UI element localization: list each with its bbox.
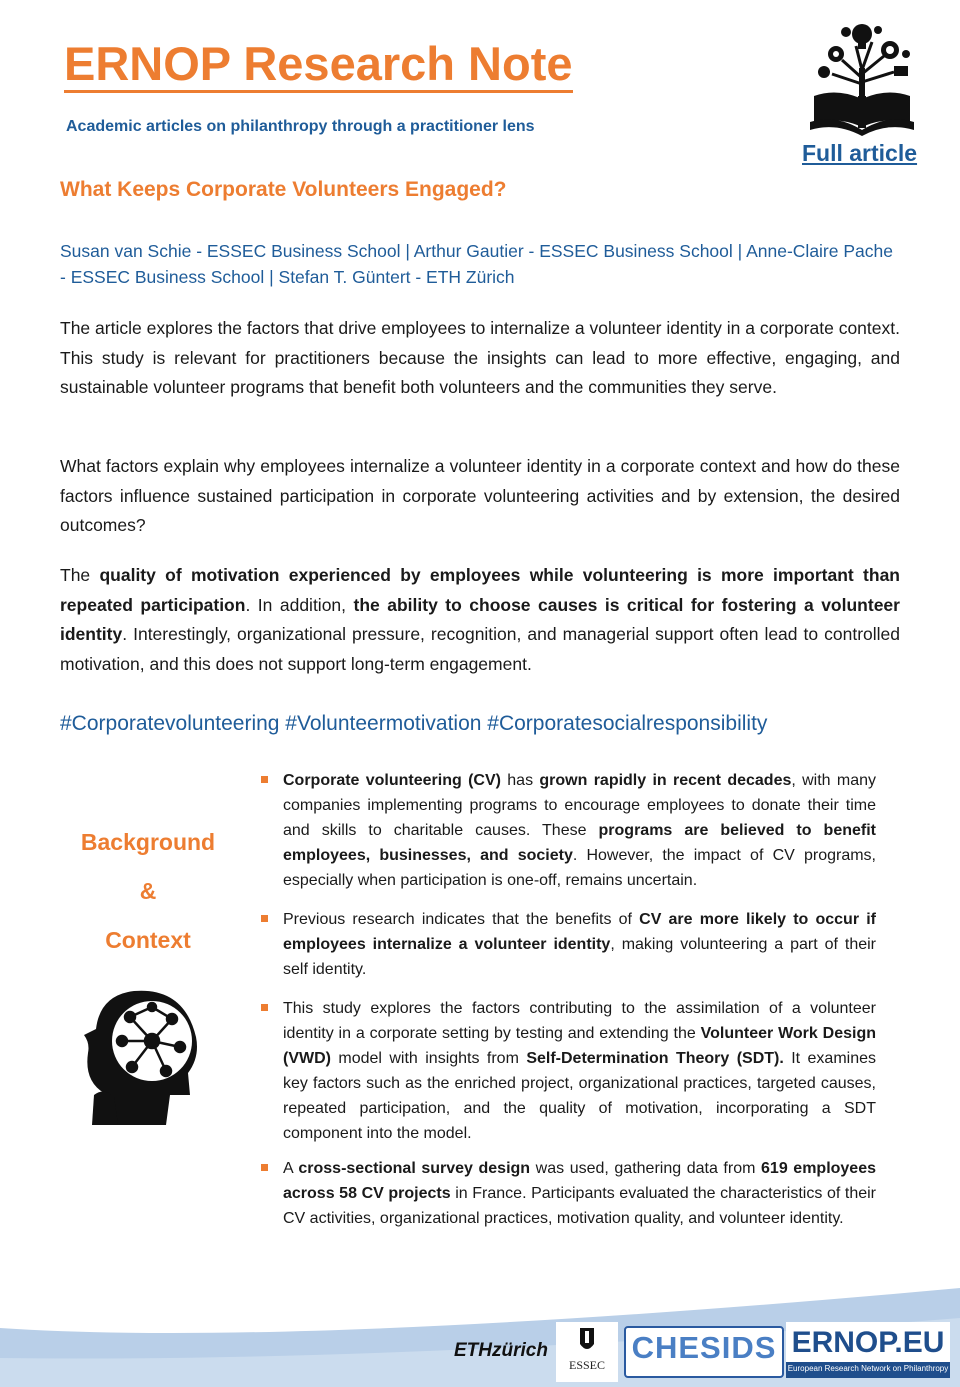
research-question-paragraph: What factors explain why employees internalize a volunteer identity in a corporate context and how do these factors influence sustained participation in corporate volunteering activities and by extension, the desired outcomes? [60,456,900,535]
article-title: What Keeps Corporate Volunteers Engaged? [60,178,507,201]
page-title: ERNOP Research Note [64,38,573,93]
head-network-icon [74,983,220,1131]
ernop-eu-logo: ERNOP.EU European Research Network on Philanthropy [786,1322,950,1378]
chesids-logo: CHESIDS [624,1326,784,1378]
essec-crest-icon [556,1322,618,1358]
list-item: Previous research indicates that the benefits of CV are more likely to occur if employees internalize a volunteer identity, making volunteering a part of their self identity. [258,907,876,982]
intro-paragraph: The article explores the factors that drive employees to internalize a volunteer identity in a corporate context. This study is relevant for practitioners because the insights can lead to more effective, engaging, and sustainable volunteer programs that benefit both volunteers and the communities they serve. [60,318,900,397]
list-item: A cross-sectional survey design was used, gathering data from 619 employees across 58 CV projects in France. Participants evaluated the characteristics of their CV activities, organizational practices, motivation quality, and volunteer identity. [258,1156,876,1231]
page-subtitle: Academic articles on philanthropy through a practitioner lens [66,118,535,135]
findings-paragraph: The quality of motivation experienced by employees while volunteering is more important than repeated participation. In addition, the ability to choose causes is critical for fostering a volunteer identity. Interestingly, organizational pressure, recognition, and managerial support often lead to controlled motivation, and this does not support long-term engagement. [60,565,900,674]
book-tree-icon [806,18,918,136]
background-bullet-list [258,768,876,1231]
hashtags: #Corporatevolunteering #Volunteermotivation #Corporatesocialresponsibility [60,712,768,735]
full-article-link[interactable]: Full article [802,140,918,166]
essec-logo: ESSEC [556,1322,618,1382]
list-item: Corporate volunteering (CV) has grown rapidly in recent decades, with many companies implementing programs to encourage employees to donate their time and skills to charitable causes. These programs are believed to benefit employees, businesses, and society. However, the impact of CV programs, especially when participation is one-off, remains uncertain. [258,768,876,893]
eth-zurich-logo: ETHzürich [454,1340,548,1361]
author-list: Susan van Schie - ESSEC Business School | Arthur Gautier - ESSEC Business School | Anne-Claire Pache - ESSEC Business School | Stefan T. Güntert - ETH Zürich [60,241,893,287]
section-heading: Background & Context [80,829,216,953]
list-item: This study explores the factors contributing to the assimilation of a volunteer identity in a corporate setting by testing and extending the Volunteer Work Design (VWD) model with insights from Self-Determination Theory (SDT). It examines key factors such as the enriched project, organizational practices, targeted causes, repeated participation, and the quality of motivation, incorporating a SDT component into the model. [258,996,876,1146]
